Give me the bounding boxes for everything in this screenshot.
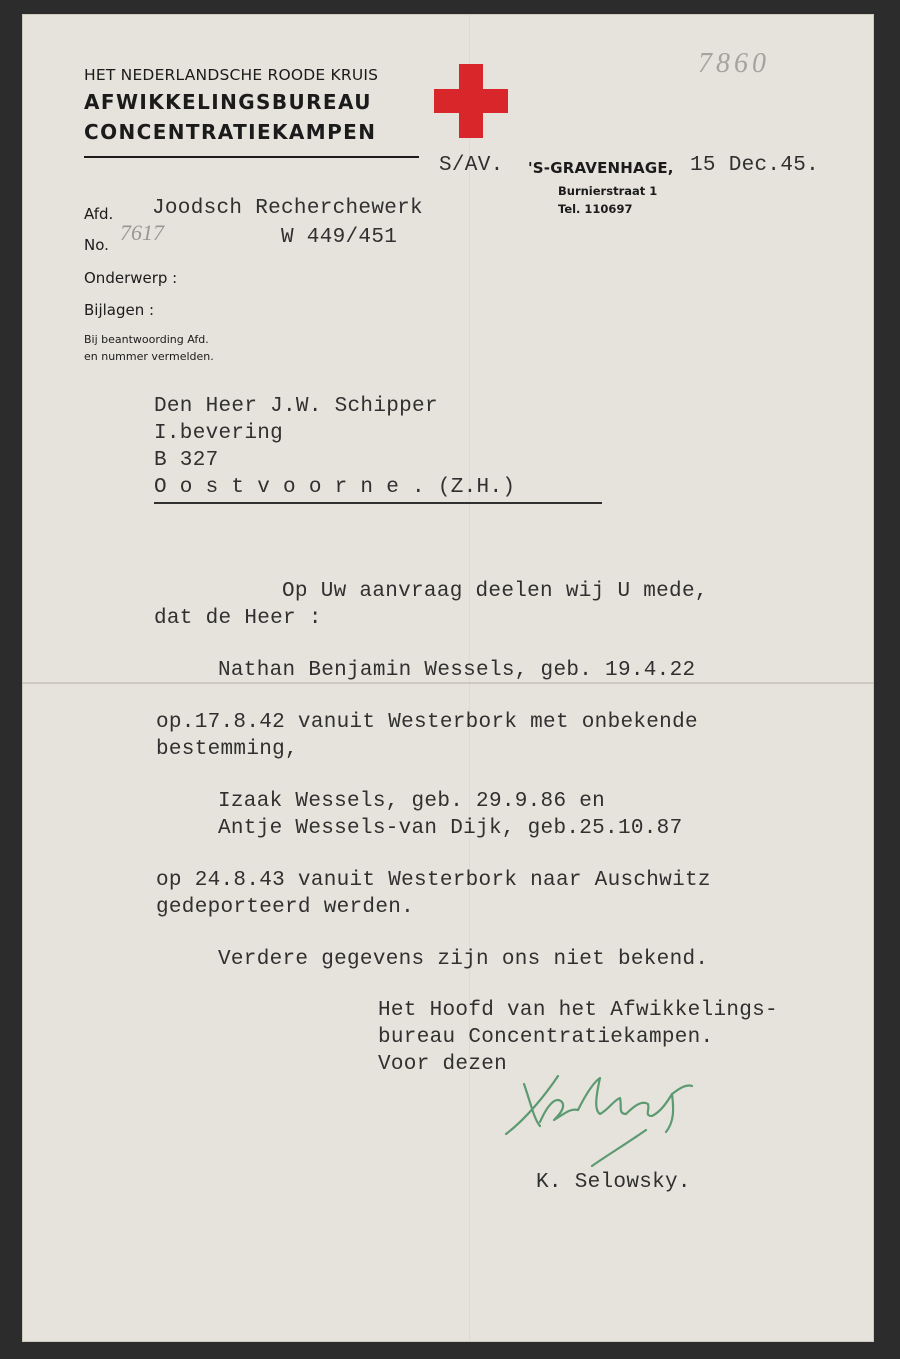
reference-number: W 449/451 [281,226,398,249]
reply-instruction-line-1: Bij beantwoording Afd. [84,333,209,346]
closing-sentence: Verdere gegevens zijn ons niet bekend. [218,948,709,971]
body-intro-line-1: Op Uw aanvraag deelen wij U mede, [282,580,708,603]
recipient-town: O o s t v o o r n e . (Z.H.) [154,476,516,499]
sender-address: Burnierstraat 1 [558,184,658,198]
body-intro-line-2: dat de Heer : [154,607,322,630]
red-cross-icon [434,64,508,138]
archive-pencil-number: 7860 [698,48,770,79]
bureau-name-line-2: CONCENTRATIEKAMPEN [84,120,377,144]
organization-name: HET NEDERLANDSCHE ROODE KRUIS [84,66,379,84]
reference-code: S/AV. [439,154,504,177]
recipient-street: I.bevering [154,422,284,445]
bijlagen-label: Bijlagen : [84,301,155,319]
deportation-line: op.17.8.42 vanuit Westerbork met onbekende [156,711,698,734]
letterhead-rule [84,156,419,158]
recipient-name: Den Heer J.W. Schipper [154,395,438,418]
onderwerp-label: Onderwerp : [84,269,178,287]
person-entry: Izaak Wessels, geb. 29.9.86 en [218,790,606,813]
afd-value: Joodsch Recherchewerk [152,197,423,220]
horizontal-fold [22,682,874,684]
sender-phone: Tel. 110697 [558,202,633,216]
afd-label: Afd. [84,205,114,223]
bureau-name-line-1: AFWIKKELINGSBUREAU [84,90,372,114]
handwritten-signature [496,1064,716,1174]
deportation-line: bestemming, [156,738,298,761]
deportation-line: gedeporteerd werden. [156,896,415,919]
recipient-house-number: B 327 [154,449,219,472]
signer-name: K. Selowsky. [536,1171,691,1194]
signature-title-line-1: Het Hoofd van het Afwikkelings- [378,999,778,1022]
city: 'S-GRAVENHAGE, [528,159,674,177]
reply-instruction-line-2: en nummer vermelden. [84,350,214,363]
handwritten-number: 7617 [120,220,164,245]
letter-date: 15 Dec.45. [690,154,820,177]
deportation-line: op 24.8.43 vanuit Westerbork naar Auschwitz [156,869,711,892]
signature-title-line-3: Voor dezen [378,1053,508,1076]
letter-page [22,14,874,1342]
person-entry: Antje Wessels-van Dijk, geb.25.10.87 [218,817,683,840]
person-entry: Nathan Benjamin Wessels, geb. 19.4.22 [218,659,696,682]
signature-title-line-2: bureau Concentratiekampen. [378,1026,714,1049]
recipient-underline [154,502,602,504]
no-label: No. [84,236,109,254]
